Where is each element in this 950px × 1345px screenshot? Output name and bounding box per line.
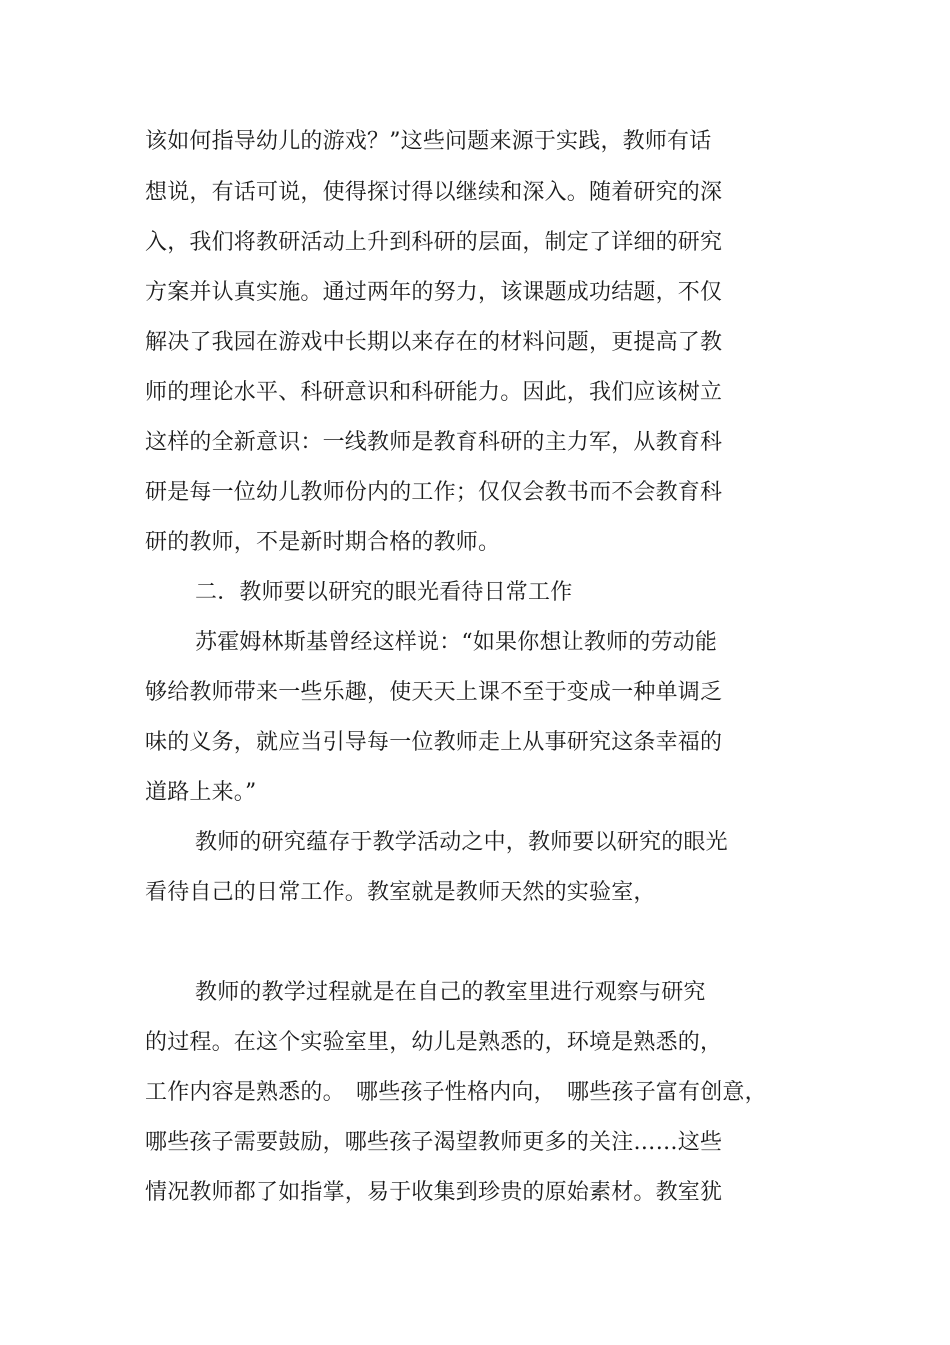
- paragraph-line: 该如何指导幼儿的游戏？”这些问题来源于实践，教师有话: [145, 129, 712, 154]
- paragraph-line: 解决了我园在游戏中长期以来存在的材料问题，更提高了教: [145, 330, 723, 355]
- paragraph-line: 的过程。在这个实验室里，幼儿是熟悉的，环境是熟悉的，: [145, 1030, 723, 1055]
- paragraph-line: 哪些孩子需要鼓励，哪些孩子渴望教师更多的关注……这些: [145, 1130, 723, 1155]
- paragraph-line: 情况教师都了如指掌，易于收集到珍贵的原始素材。教室犹: [145, 1180, 723, 1205]
- paragraph-line: 研是每一位幼儿教师份内的工作；仅仅会教书而不会教育科: [145, 480, 723, 505]
- paragraph-line: 工作内容是熟悉的。 哪些孩子性格内向， 哪些孩子富有创意，: [145, 1080, 767, 1105]
- paragraph-line: 方案并认真实施。通过两年的努力，该课题成功结题，不仅: [145, 280, 723, 305]
- paragraph-line: 够给教师带来一些乐趣，使天天上课不至于变成一种单调乏: [145, 680, 723, 705]
- paragraph-line: 教师的教学过程就是在自己的教室里进行观察与研究: [195, 980, 706, 1005]
- section-heading: 二．教师要以研究的眼光看待日常工作: [195, 580, 573, 605]
- paragraph-line: 研的教师，不是新时期合格的教师。: [145, 530, 501, 555]
- paragraph-line: 道路上来。”: [145, 780, 257, 805]
- paragraph-line: 入，我们将教研活动上升到科研的层面，制定了详细的研究: [145, 230, 723, 255]
- paragraph-line: 看待自己的日常工作。教室就是教师天然的实验室，: [145, 880, 656, 905]
- paragraph-line: 想说，有话可说，使得探讨得以继续和深入。随着研究的深: [145, 180, 723, 205]
- paragraph-line: 教师的研究蕴存于教学活动之中，教师要以研究的眼光: [195, 830, 728, 855]
- paragraph-line: 苏霍姆林斯基曾经这样说：“如果你想让教师的劳动能: [195, 630, 718, 655]
- paragraph-line: 师的理论水平、科研意识和科研能力。因此，我们应该树立: [145, 380, 723, 405]
- paragraph-line: 味的义务，就应当引导每一位教师走上从事研究这条幸福的: [145, 730, 723, 755]
- paragraph-line: 这样的全新意识：一线教师是教育科研的主力军，从教育科: [145, 430, 723, 455]
